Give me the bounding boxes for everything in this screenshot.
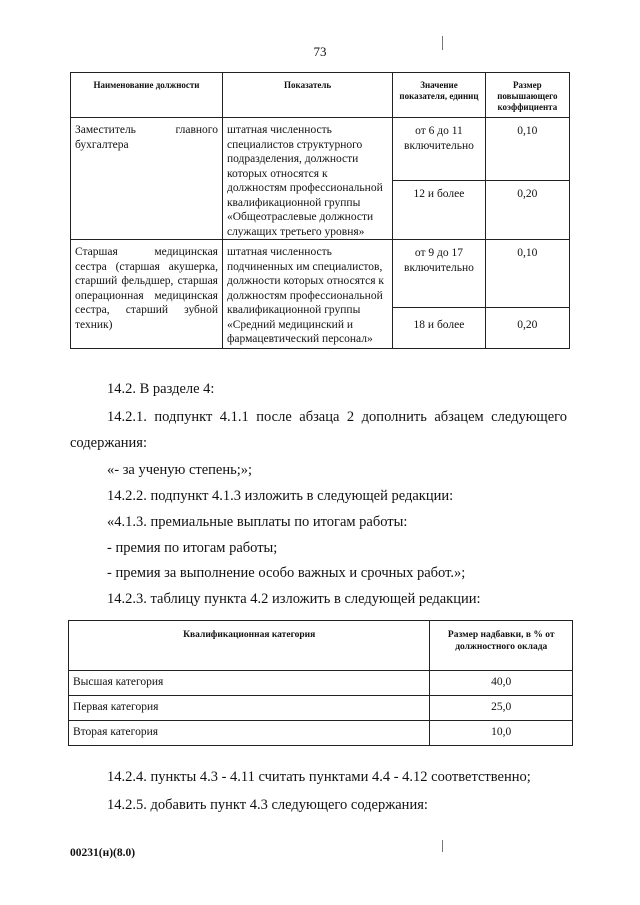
table-row [69,671,573,696]
paragraph: 14.2.5. добавить пункт 4.3 следующего содержания: [107,797,428,813]
position-text: Старшая медицинская сестра (старшая акушерка, старший фельдшер, старшая операционная медицинская сестра, старший зубной техник) [75,246,218,331]
coefficient-cell: 0,10 [485,118,569,181]
paragraph: 14.2.1. подпункт 4.1.1 после абзаца 2 дополнить абзацем следующего [107,409,567,425]
position-text: Заместитель главного бухгалтера [75,124,218,151]
coefficient-table [70,72,570,349]
value-cell: от 6 до 11 включительно [393,118,485,181]
category-cell: Первая категория [69,696,430,721]
category-cell: Высшая категория [69,671,430,696]
bonus-cell: 40,0 [430,671,573,696]
header-bonus: Размер надбавки, в % от должностного оклада [430,621,573,671]
position-cell [71,240,223,349]
position-cell [71,118,223,240]
table-header-row [71,73,570,118]
paragraph: 14.2. В разделе 4: [107,381,215,397]
table-row [71,240,570,308]
indicator-cell [222,118,392,240]
coefficient-cell: 0,10 [485,240,569,308]
paragraph: 14.2.3. таблицу пункта 4.2 изложить в следующей редакции: [107,591,481,607]
paragraph: «4.1.3. премиальные выплаты по итогам работы: [107,514,408,530]
header-coefficient: Размер повышающего коэффициента [485,73,569,118]
scan-mark [442,36,443,50]
paragraph: 14.2.4. пункты 4.3 - 4.11 считать пунктами 4.4 - 4.12 соответственно; [107,769,531,785]
coefficient-cell: 0,20 [485,308,569,349]
paragraph: 14.2.2. подпункт 4.1.3 изложить в следующей редакции: [107,488,454,504]
paragraph: - премия по итогам работы; [107,540,278,556]
bonus-cell: 25,0 [430,696,573,721]
table-row [69,696,573,721]
document-code: 00231(н)(8.0) [70,847,136,859]
indicator-text: штатная численность специалистов структурного подразделения, должности которых относятся к должностям профессиональной квалификационной группы «Общеотраслевые должности служащих третьего уровня» [226,124,383,238]
header-value: Значение показателя, единиц [393,73,485,118]
paragraph: содержания: [70,435,148,451]
qualification-table [68,620,573,746]
indicator-cell [222,240,392,349]
value-cell: от 9 до 17 включительно [393,240,485,308]
header-category: Квалификационная категория [69,621,430,671]
coefficient-cell: 0,20 [485,181,569,240]
page-number: 73 [313,44,327,59]
header-position: Наименование должности [71,73,223,118]
header-indicator: Показатель [222,73,392,118]
paragraph: «- за ученую степень;»; [107,462,253,478]
category-cell: Вторая категория [69,721,430,746]
table-row [69,721,573,746]
table-header-row [69,621,573,671]
scan-mark [442,840,443,852]
indicator-text: штатная численность подчиненных им специалистов, должности которых относятся к должностям профессиональной квалификационной группы «Средний медицинский и фармацевтический персонал» [226,246,385,345]
value-cell: 18 и более [393,308,485,349]
table-row [71,118,570,181]
paragraph: - премия за выполнение особо важных и срочных работ.»; [107,565,466,581]
bonus-cell: 10,0 [430,721,573,746]
value-cell: 12 и более [393,181,485,240]
